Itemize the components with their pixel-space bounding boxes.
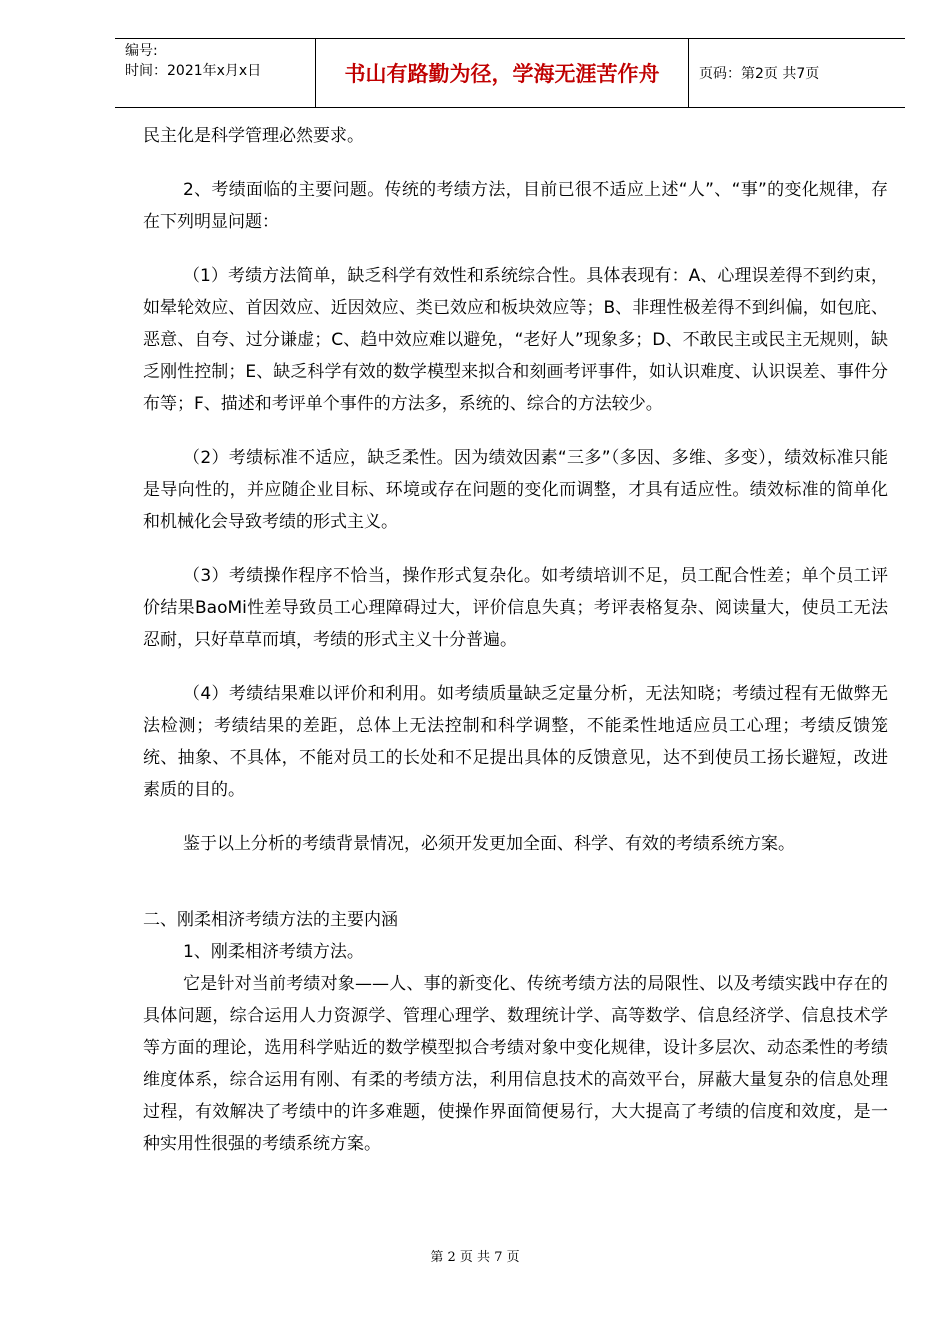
header-page-info: 页码：第2页 共7页 [699,66,820,82]
serial-number-label: 编号: [125,43,158,59]
paragraph-problem-4: （4）考绩结果难以评价和利用。如考绩质量缺乏定量分析，无法知晓；考绩过程有无做弊无法检测；考绩结果的差距，总体上无法控制和科学调整，不能柔性地适应员工心理；考绩反馈笼统、抽象、不具体，不能对员工的长处和不足提出具体的反馈意见，达不到使员工扬长避短，改进素质的目的。 [143,684,888,800]
paragraph-problem-2: （2）考绩标准不适应，缺乏柔性。因为绩效因素“三多”（多因、多维、多变），绩效标准只能是导向性的，并应随企业目标、环境或存在问题的变化而调整，才具有适应性。绩效标准的简单化和机械化会导致考绩的形式主义。 [143,448,888,532]
section-heading: 二、刚柔相济考绩方法的主要内涵 [143,910,398,930]
paragraph-conclusion: 鉴于以上分析的考绩背景情况，必须开发更加全面、科学、有效的考绩系统方案。 [183,834,795,854]
header-motto: 书山有路勤为径，学海无涯苦作舟 [315,39,689,107]
paragraph-section-2-intro: 2、考绩面临的主要问题。传统的考绩方法，目前已很不适应上述“人”、“事”的变化规律，存在下列明显问题： [143,180,888,232]
header-table [115,38,905,108]
document-body [143,120,888,1160]
paragraph-method-description: 它是针对当前考绩对象——人、事的新变化、传统考绩方法的局限性、以及考绩实践中存在的具体问题，综合运用人力资源学、管理心理学、数理统计学、高等数学、信息经济学、信息技术学等方面的理论，选用科学贴近的数学模型拟合考绩对象中变化规律，设计多层次、动态柔性的考绩维度体系，综合运用有刚、有柔的考绩方法，利用信息技术的高效平台，屏蔽大量复杂的信息处理过程，有效解决了考绩中的许多难题，使操作界面简便易行，大大提高了考绩的信度和效度，是一种实用性很强的考绩系统方案。 [143,974,888,1154]
date-label: 时间：2021年x月x日 [125,63,262,79]
page-footer: 第 2 页 共 7 页 [430,1250,520,1265]
paragraph-continuation: 民主化是科学管理必然要求。 [143,126,364,146]
paragraph-problem-3: （3）考绩操作程序不恰当，操作形式复杂化。如考绩培训不足，员工配合性差；单个员工评价结果BaoMi性差导致员工心理障碍过大，评价信息失真；考评表格复杂、阅读量大，使员工无法忍耐，只好草草而填，考绩的形式主义十分普遍。 [143,566,888,650]
paragraph-problem-1: （1）考绩方法简单，缺乏科学有效性和系统综合性。具体表现有：A、心理误差得不到约束，如晕轮效应、首因效应、近因效应、类已效应和板块效应等；B、非理性极差得不到纠偏，如包庇、恶意、自夸、过分谦虚；C、趋中效应难以避免，“老好人”现象多；D、不敢民主或民主无规则，缺乏刚性控制；E、缺乏科学有效的数学模型来拟合和刻画考评事件，如认识难度、认识误差、事件分布等；F、描述和考评单个事件的方法多，系统的、综合的方法较少。 [143,266,888,414]
header-meta [115,39,315,107]
subsection-heading: 1、刚柔相济考绩方法。 [183,942,364,962]
